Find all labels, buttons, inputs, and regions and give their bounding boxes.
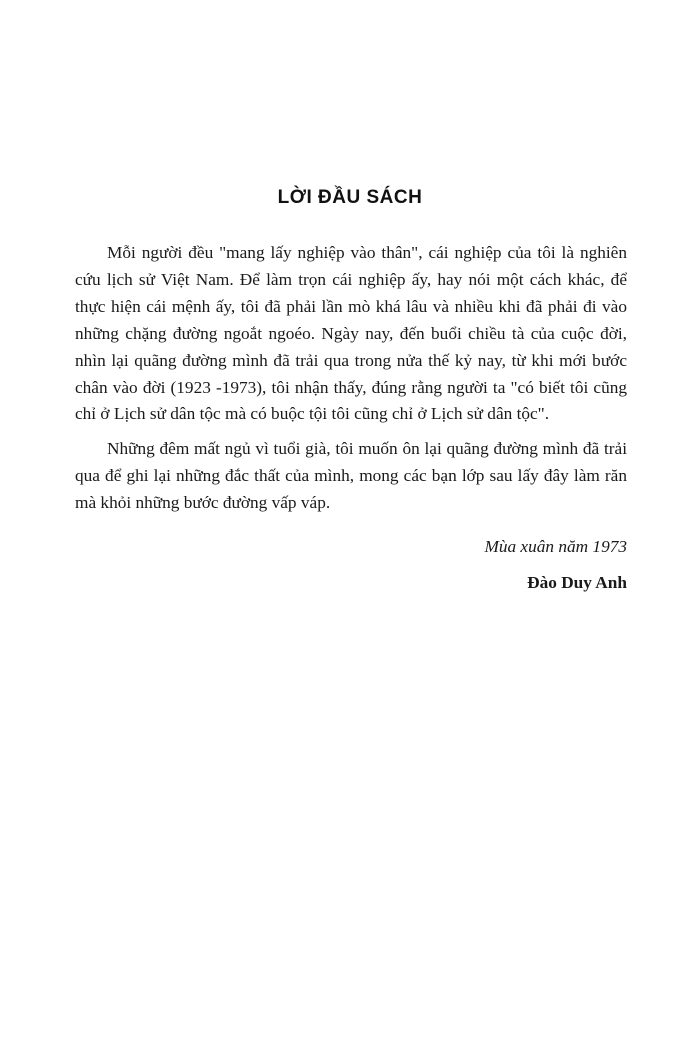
preface-paragraph-2: Những đêm mất ngủ vì tuổi già, tôi muốn ôn lại quãng đường mình đã trải qua để ghi lại những đắc thất của mình, mong các bạn lớp sau lấy đây làm răn mà khỏi những bước đường vấp váp. <box>75 439 627 513</box>
date-line: Mùa xuân năm 1973 <box>484 537 627 556</box>
author-signature: Đào Duy Anh <box>527 573 627 592</box>
preface-paragraph-1: Mỗi người đều "mang lấy nghiệp vào thân", cái nghiệp của tôi là nghiên cứu lịch sử Việt Nam. Để làm trọn cái nghiệp ấy, hay nói một cách khác, để thực hiện cái mệnh ấy, tôi đã phải lần mò khá lâu và nhiều khi đã phải đi vào những chặng đường ngoắt ngoéo. Ngày nay, đến buổi chiều tà của cuộc đời, nhìn lại quãng đường mình đã trải qua trong nửa thế kỷ nay, từ khi mới bước chân vào đời (1923 -1973), tôi nhận thấy, đúng rằng người ta "có biết tôi cũng chỉ ở Lịch sử dân tộc mà có buộc tội tôi cũng chỉ ở Lịch sử dân tộc". <box>75 243 627 424</box>
preface-body <box>75 240 627 517</box>
page-title: LỜI ĐẦU SÁCH <box>277 187 423 208</box>
